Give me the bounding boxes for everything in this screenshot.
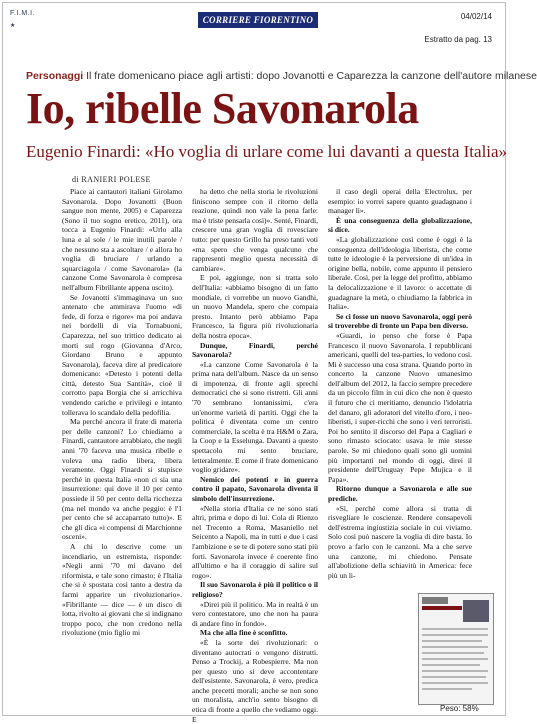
paragraph: ha detto che nella storia le rivoluzioni finiscono sempre con il ritorno della reazione, quindi non vale la pena farle: ma è triste pensarla così)». Senté, Finardi, crescere una gran voglia di rovesciare tutto: per questo Grillo ha preso tanti voti «ma spero che venga qualcuno che rappresenti meglio questa necessità di cambiare».	[192, 187, 319, 273]
interview-question: Ritorno dunque a Savonarola e alle sue prediche.	[328, 484, 472, 503]
paragraph: «Direi più il politico. Ma in realtà è un vero contestatore, uno che non ha paura di andare fino in fondo».	[192, 599, 318, 628]
interview-question: Nemico dei potenti e in guerra contro il papato, Savonarola diventa il simbolo dell'insurrezione.	[192, 474, 318, 503]
paragraph: A chi lo descrive come un incendiario, un estremista, risponde: «Negli anni '70 mi davano del riformista, e tale sono rimasto; è l'Italia che si è spostata così tanto a destra da farmi apparire un rivoluzionario». «Fibrillante — dice — è un disco di lotta, rivolto ai giovani che si indignano troppo poco, che non credono nella rivoluzione (mio figlio mi	[62, 541, 182, 638]
thumbnail-text-line	[422, 688, 472, 690]
thumbnail-text-line	[422, 682, 488, 684]
publisher-logo: F.I.M.I.	[10, 10, 35, 17]
thumbnail-text-line	[422, 658, 488, 660]
article-headline: Io, ribelle Savonarola	[26, 84, 419, 133]
text-column-1	[62, 187, 182, 707]
extract-page: Estratto da pag. 13	[424, 35, 492, 44]
paragraph: «Nella storia d'Italia ce ne sono stati altri, prima e dopo di lui. Cola di Rienzo nel Trecento a Roma, Masaniello nel Seicento a Napoli, ma in tutti e due i casi l'ambizione e se te di potere sono stati più forti. Savonarola invece è coerente fino all'ultimo e ha il coraggio di salire sul rogo».	[192, 503, 318, 580]
thumbnail-text-line	[422, 628, 488, 630]
thumbnail-text-line	[422, 646, 488, 648]
paragraph: il caso degli operai della Electrolux, per esempio: io vorrei sapere quanto guadagnano i manager lì».	[328, 187, 472, 216]
thumbnail-text-line	[422, 652, 484, 654]
paragraph: Se Jovanotti s'immaginava un suo antenato che ammirava l'uomo «di fede, di forza e rigore» ma poi andava nei bordelli di via Tornabuoni, Caparezza, nel suo trittico dedicato ai morti sul rogo (Giovanna d'Arco, Giordano Bruno e appunto Savonarola), faceva dire al predicatore domenicano: «Detesto i potenti della città, detesto Sua Santità», cioè il corrotto papa Borgia che si arricchiva vendendo cariche e privilegi e intanto tollerava lo scandalo della pedofilia.	[62, 292, 182, 417]
paragraph: E poi, aggiunge, non si tratta solo dell'Italia: «abbiamo bisogno di un fatto mondiale, ci vorrebbe un nuovo Gandhi, un nuovo Mandela, spero che compaia presto. Intanto però abbiamo Papa Francesco, la figura più rivoluzionaria della nostra epoca».	[192, 273, 318, 340]
article-subhead: Eugenio Finardi: «Ho voglia di urlare come lui davanti a questa Italia»	[26, 142, 508, 161]
section-label: Personaggi	[26, 70, 84, 82]
thumbnail-text-line	[422, 634, 488, 636]
thumbnail-section-bar	[422, 597, 448, 604]
text-column-2	[192, 187, 319, 724]
interview-question: Il suo Savonarola è più il politico o il religioso?	[192, 580, 318, 599]
thumbnail-text-line	[422, 670, 488, 672]
text-column-3	[328, 187, 472, 607]
newspaper-masthead: CORRIERE FIORENTINO	[198, 12, 318, 28]
interview-question: Dunque, Finardi, perché Savonarola?	[192, 340, 318, 360]
article-kicker	[26, 70, 537, 82]
thumbnail-text-line	[422, 676, 486, 678]
interview-question: Ma che alla fine è sconfitto.	[200, 628, 288, 638]
paragraph: Ma perché ancora il frate di materia per delle canzoni? Lo chiediamo a Finardi, cantautore arrabbiato, che negli anni '70 faceva una musica ribelle e voleva una radio libera, libera veramente. Oggi Finardi si stupisce perché in questa Italia «non ci sia una insurrezione: qui dove il 10 per cento possiede il 50 per cento della ricchezza (ma nel mondo va anche peggio: è l'1 per cento che sé accaparrato tutto)». E che gli dica «i compensi di Marchionne osceni».	[62, 417, 182, 542]
publisher-star-icon: ★	[10, 23, 16, 29]
interview-question: È una conseguenza della globalizzazione, si dice.	[328, 215, 472, 235]
paragraph: «Guardi, io penso che forse è Papa Francesco il nuovo Savonarola. I repubblicani americani, quelli del tea-parties, lo vedono così. Mi è successo una cosa strana. Quando porto in concerto la canzone Nuovo umanesimo dell'album del 2012, la faccio sempre precedere da un piccolo film in cui dico che non è questo il futuro che ci meritiamo, denuncio l'idolatria del danaro, gli adoratori del vitello d'oro, i neo-liberisti, i super-ricchi che sono i veri terroristi. Poi ho sentito il discorso del Papa a Cagliari e sono rimasto sciocato: usava le mie stesse parole. Se mi chiedono quali sono gli uomini più importanti nel mondo di oggi, direi il presidente dell'Uruguay Pepe Mujica e il Papa».	[328, 330, 472, 484]
thumbnail-text-line	[422, 640, 482, 642]
paragraph: «Sì, perché come allora si tratta di risvegliare le coscienze. Rendere consapevoli dell'estrema ingiustizia sociale in cui viviamo. Solo così può nascere la voglia di dire basta. Io provo a farlo con le canzoni. Ma a che serve una canzone, mi chiedono. Pensate all'abolizione della schiavitù in America: fece più un li-	[328, 503, 472, 580]
weight-label: Peso: 58%	[440, 704, 479, 713]
thumbnail-text-line	[422, 664, 480, 666]
thumbnail-photo	[463, 600, 489, 622]
kicker-text: Il frate domenicano piace agli artisti: dopo Jovanotti e Caparezza la canzone dell'autore milanese	[86, 70, 537, 82]
paragraph: Piace ai cantautori italiani Girolamo Savonarola. Dopo Jovanotti (Buon sangue non mente, 2005) e Caparezza (Sono il tuo sogno eretico, 2011), ora tocca a Eugenio Finardi: «Urlo alla luna e al sole / le mie inutili parole / che nessuno sta a ascoltare / e allora ho voglia di bruciare / urlando a squarciagola / come Savonarola» (la canzone Come Savonarola è compresa nell'album Fibrillante appena uscito).	[62, 187, 182, 292]
paragraph: «La canzone Come Savonarola è la prima nata dell'album. Nasce da un senso di impotenza, di fronte agli sprechi democratici che si sono ristretti. Gli anni '70 sembrano lontanissimi, c'era un'enorme varietà di partiti. Oggi che la politica è diventata come un centro commerciale, la scelta è tra H&M o Zara, la Coop e la Esselunga. Davanti a questo spettacolo mi sento bruciare, letteralmente. E come il frate domenicano voglio gridare».	[192, 359, 318, 475]
page-thumbnail	[418, 593, 494, 705]
interview-question: Se ci fosse un nuovo Savonarola, oggi però si troverebbe di fronte un Papa ben diverso.	[328, 311, 472, 331]
byline: di RANIERI POLESE	[72, 175, 151, 184]
press-header	[0, 0, 510, 56]
thumbnail-title	[422, 606, 462, 610]
paragraph: «È la sorte dei rivoluzionari: o diventano autocrati o vengono distrutti. Penso a Trockij, a Robespierre. Ma non per questo uno si deve accontentare dell'esistente. Savonarola, è vero, predica anche precetti morali; anche se non sono un moralista, anch'io sento bisogno di etica di fronte a quello che vediamo oggi. E	[192, 637, 318, 724]
paragraph: «La globalizzazione così come è oggi è la conseguenza dell'ideologia liberista, che come tutte le ideologie è la perversione di un'idea in origine bella, nobile, come appunto il pensiero liberale. Così, per la legge del profitto, abbiamo la delocalizzazione e il lavoro: o accettate di guadagnare la metà, o chiudiamo la fabbrica in Italia».	[328, 234, 472, 312]
publication-date: 04/02/14	[460, 12, 492, 21]
